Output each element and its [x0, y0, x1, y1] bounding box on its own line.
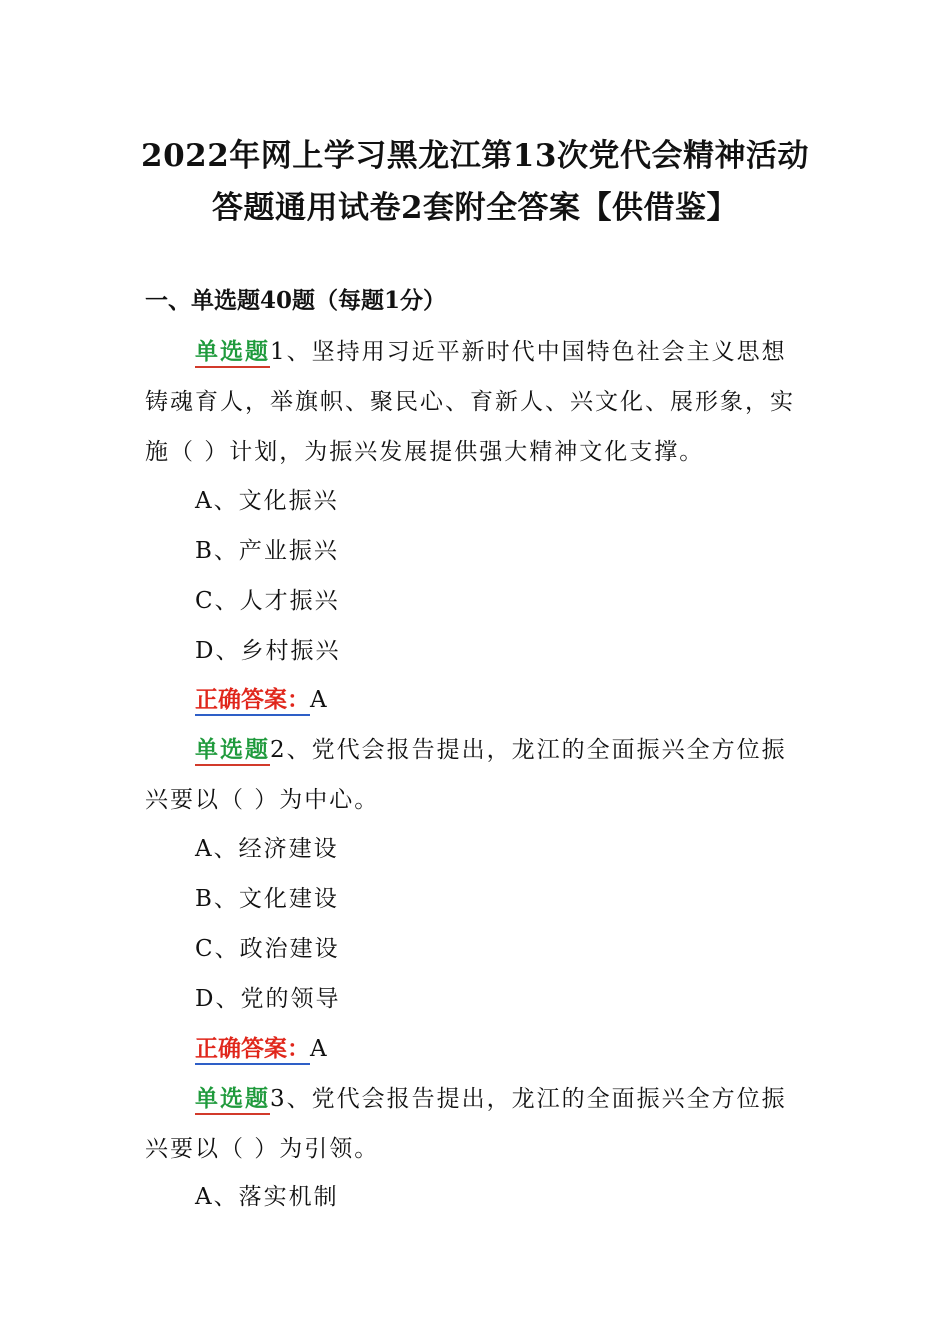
document-title: [120, 130, 830, 234]
question-type-tag: 单选题: [195, 736, 270, 766]
question-type-tag: 单选题: [195, 338, 270, 368]
question-2: [145, 725, 805, 825]
question-text: 3、党代会报告提出，龙江的全面振兴全方位振兴要以（ ）为引领。: [145, 1086, 787, 1162]
section-heading: 一、单选题40题（每题1分）: [145, 287, 447, 314]
option-1b: B、产业振兴: [195, 538, 339, 564]
option-3a: A、落实机制: [195, 1184, 339, 1210]
title-line-2: 答题通用试卷2套附全答案【供借鉴】: [211, 190, 739, 226]
answer-2: [195, 1033, 327, 1065]
answer-label: 正确答案：: [195, 686, 310, 716]
option-2c: C、政治建设: [195, 936, 340, 962]
question-3: [145, 1074, 805, 1174]
option-2a: A、经济建设: [195, 836, 339, 862]
answer-value: A: [310, 687, 327, 713]
question-text: 1、坚持用习近平新时代中国特色社会主义思想铸魂育人，举旗帜、聚民心、育新人、兴文化、展形象，实施（ ）计划，为振兴发展提供强大精神文化支撑。: [145, 339, 795, 465]
question-type-tag: 单选题: [195, 1085, 270, 1115]
question-text: 2、党代会报告提出，龙江的全面振兴全方位振兴要以（ ）为中心。: [145, 737, 787, 813]
option-1c: C、人才振兴: [195, 588, 340, 614]
answer-1: [195, 684, 327, 716]
option-2d: D、党的领导: [195, 986, 341, 1012]
option-1d: D、乡村振兴: [195, 638, 341, 664]
option-1a: A、文化振兴: [195, 488, 339, 514]
title-line-1: 2022年网上学习黑龙江第13次党代会精神活动: [141, 138, 809, 174]
answer-value: A: [310, 1036, 327, 1062]
answer-label: 正确答案：: [195, 1035, 310, 1065]
question-1: [145, 327, 805, 477]
option-2b: B、文化建设: [195, 886, 339, 912]
